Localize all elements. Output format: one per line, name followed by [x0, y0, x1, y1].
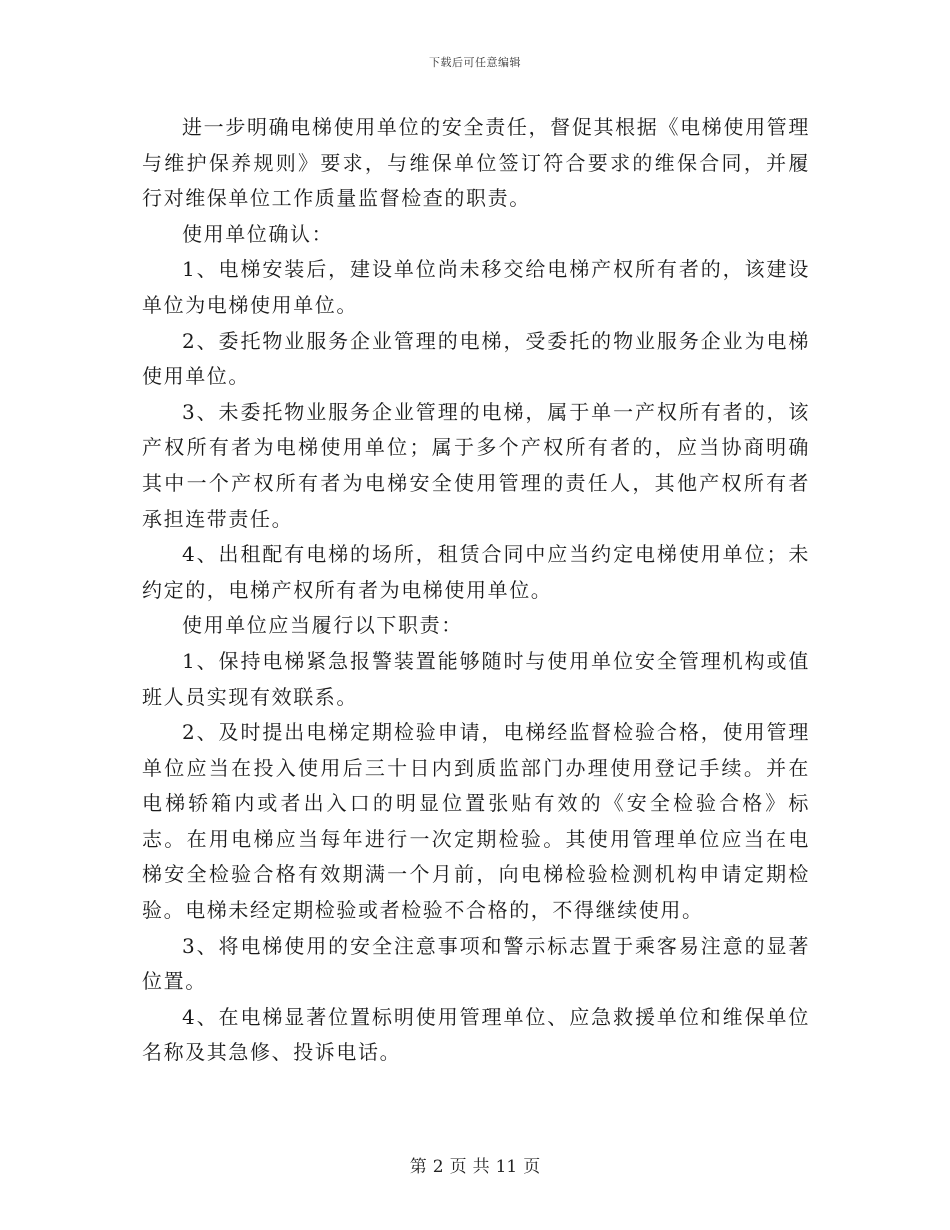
paragraph-intro: 进一步明确电梯使用单位的安全责任，督促其根据《电梯使用管理与维护保养规则》要求，与维保单位签订符合要求的维保合同，并履行对维保单位工作质量监督检查的职责。 — [142, 115, 810, 211]
paragraph-duty-item-1: 1、保持电梯紧急报警装置能够随时与使用单位安全管理机构或值班人员实现有效联系。 — [142, 648, 810, 709]
page-header-note: 下载后可任意编辑 — [429, 56, 521, 69]
paragraph-confirm-item-3: 3、未委托物业服务企业管理的电梯，属于单一产权所有者的，该产权所有者为电梯使用单位；属于多个产权所有者的，应当协商明确其中一个产权所有者为电梯安全使用管理的责任人，其他产权所有者承担连带责任。 — [142, 399, 810, 531]
paragraph-confirm-item-2: 2、委托物业服务企业管理的电梯，受委托的物业服务企业为电梯使用单位。 — [142, 328, 810, 389]
footer-page-unit: 页 — [449, 1157, 467, 1177]
paragraph-duty-item-4: 4、在电梯显著位置标明使用管理单位、应急救援单位和维保单位名称及其急修、投诉电话。 — [142, 1004, 810, 1065]
document-body — [142, 110, 810, 1071]
paragraph-confirm-item-4: 4、出租配有电梯的场所，租赁合同中应当约定电梯使用单位；未约定的，电梯产权所有者为电梯使用单位。 — [142, 542, 810, 602]
paragraph-duty-item-3: 3、将电梯使用的安全注意事项和警示标志置于乘客易注意的显著位置。 — [142, 933, 810, 994]
page-footer — [0, 1152, 950, 1177]
paragraph-duty-item-2: 2、及时提出电梯定期检验申请，电梯经监督检验合格，使用管理单位应当在投入使用后三十日内到质监部门办理使用登记手续。并在电梯轿箱内或者出入口的明显位置张贴有效的《安全检验合格》标志。在用电梯应当每年进行一次定期检验。其使用管理单位应当在电梯安全检验合格有效期满一个月前，向电梯检验检测机构申请定期检验。电梯未经定期检验或者检验不合格的，不得继续使用。 — [142, 720, 810, 923]
footer-total-unit: 页 — [523, 1157, 541, 1177]
footer-page-label: 第 — [409, 1157, 427, 1177]
paragraph-confirm-item-1: 1、电梯安装后，建设单位尚未移交给电梯产权所有者的，该建设单位为电梯使用单位。 — [142, 257, 810, 317]
paragraph-heading-confirm: 使用单位确认： — [182, 221, 334, 246]
footer-total-label: 共 — [472, 1157, 490, 1177]
footer-current-page: 2 — [432, 1157, 444, 1177]
paragraph-heading-duties: 使用单位应当履行以下职责： — [182, 613, 463, 638]
footer-total-pages: 11 — [495, 1157, 518, 1177]
